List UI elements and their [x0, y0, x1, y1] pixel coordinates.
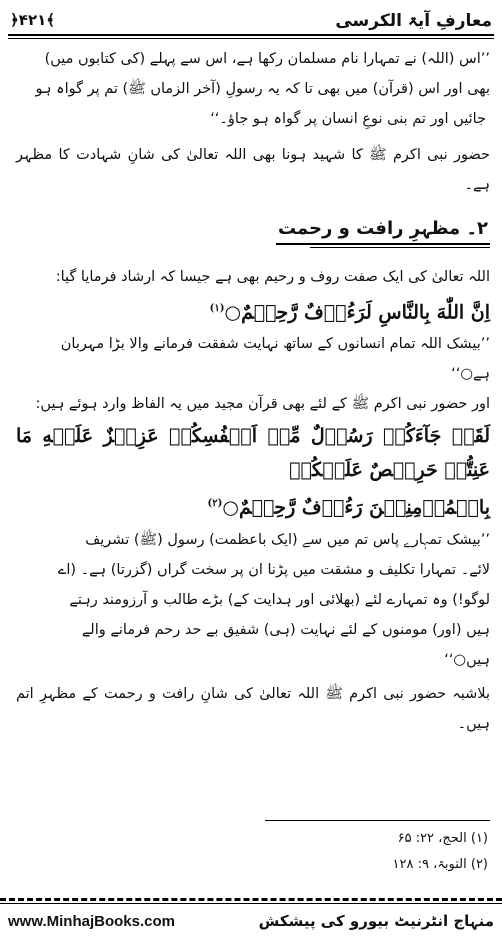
ayah-1: [16, 292, 490, 329]
footer-url[interactable]: www.MinhajBooks.com: [8, 912, 175, 930]
translation-line: ’’بیشک اللہ تمام انسانوں کے ساتھ نہایت شفقت فرمانے والا بڑا مہربان: [60, 336, 490, 353]
translation-line: لائے۔ تمہارا تکلیف و مشقت میں پڑنا ان پر سخت گراں (گزرتا) ہے۔ (اے: [57, 561, 490, 578]
ayah-2-text: بِالۡمُؤۡمِنِیۡنَ رَءُوۡفٌ رَّحِیۡمٌ○: [222, 496, 490, 519]
section-2-conclusion: بلاشبہ حضور نبی اکرم ﷺ اللہ تعالیٰ کی شانِ رافت و رحمت کے مظہرِ اتم ہیں۔: [16, 685, 490, 732]
ayah-2-ref: (۲): [207, 498, 223, 510]
section-1-conclusion: حضور نبی اکرم ﷺ کا شہید ہونا بھی اللہ تعالیٰ کی شانِ شہادت کا مظہر ہے۔: [16, 147, 490, 193]
footer-publisher: منہاج انٹرنیٹ بیورو کی پیشکش: [258, 912, 494, 930]
footnotes: [393, 826, 489, 878]
translation-line: ہیں○‘‘: [444, 651, 490, 668]
section-heading: [276, 218, 490, 248]
translation-line: ہے○‘‘: [451, 366, 490, 383]
footnote-2: (۲) التوبۃ، ۹: ۱۲۸: [392, 857, 488, 872]
footer-rule-dashed: [0, 898, 502, 901]
section-1-text: [16, 44, 490, 200]
running-title: معارفِ آیۃ الکرسی: [335, 10, 492, 31]
ayah-2-line-2: [16, 487, 490, 524]
translation-line: ہیں (اور) مومنوں کے لئے نہایت (ہی) شفیق بے حد رحم فرمانے والے: [81, 621, 490, 638]
ayah-1-ref: (۱): [209, 303, 225, 314]
heading-underline: [310, 247, 490, 248]
translation-line: لوگو!) وہ تمہارے لئے (بھلائی اور ہدایت کے) بڑے طالب و آرزومند رہتے: [69, 591, 490, 608]
footnote-1: (۱) الحج، ۲۲: ۶۵: [397, 831, 488, 846]
section-2-heading: ۲۔ مظہرِ رافت و رحمت: [276, 218, 490, 245]
footer-rule: [0, 903, 502, 904]
section-2-text: [16, 262, 490, 739]
header-rule-thin: [8, 38, 494, 39]
intro-text: اللہ تعالیٰ کی ایک صفت روف و رحیم بھی ہے جیسا کہ ارشاد فرمایا گیا:: [55, 269, 490, 285]
page-header: [10, 4, 492, 36]
ayah-2-line: لَقَدۡ جَآءَکُمۡ رَسُوۡلٌ مِّنۡ اَنۡفُسِکُمۡ عَزِیۡزٌ عَلَیۡهِ مَا عَنِتُّمۡ حَرِیۡصٌ عَلَیۡکُمۡ: [16, 425, 490, 482]
quote-line: جائیں اور تم بنی نوعِ انسان پر گواہ ہو جاؤ۔‘‘: [210, 111, 486, 127]
intro-text-2: اور حضور نبی اکرم ﷺ کے لئے بھی قرآن مجید میں یہ الفاظ وارد ہوئے ہیں:: [35, 396, 490, 413]
quote-line: بھی اور اس (قرآن) میں بھی تا کہ یہ رسولِ (آخر الزماں ﷺ) تم پر گواہ ہو: [35, 81, 490, 97]
header-rule: [8, 34, 494, 36]
quote-line: ’’اس (اللہ) نے تمہارا نام مسلمان رکھا ہے، اس سے پہلے (کی کتابوں میں): [44, 51, 490, 67]
page-number: ﴾۴۲۱﴿: [10, 11, 56, 29]
translation-line: ’’بیشک تمہارے پاس تم میں سے (ایک باعظمت) رسول (ﷺ) تشریف: [85, 531, 490, 548]
footnote-rule: [265, 820, 490, 821]
page-footer: [8, 912, 494, 930]
ayah-1-text: اِنَّ اللّٰهَ بِالنَّاسِ لَرَءُوۡفٌ رَّحِیۡمٌ○: [224, 301, 490, 324]
